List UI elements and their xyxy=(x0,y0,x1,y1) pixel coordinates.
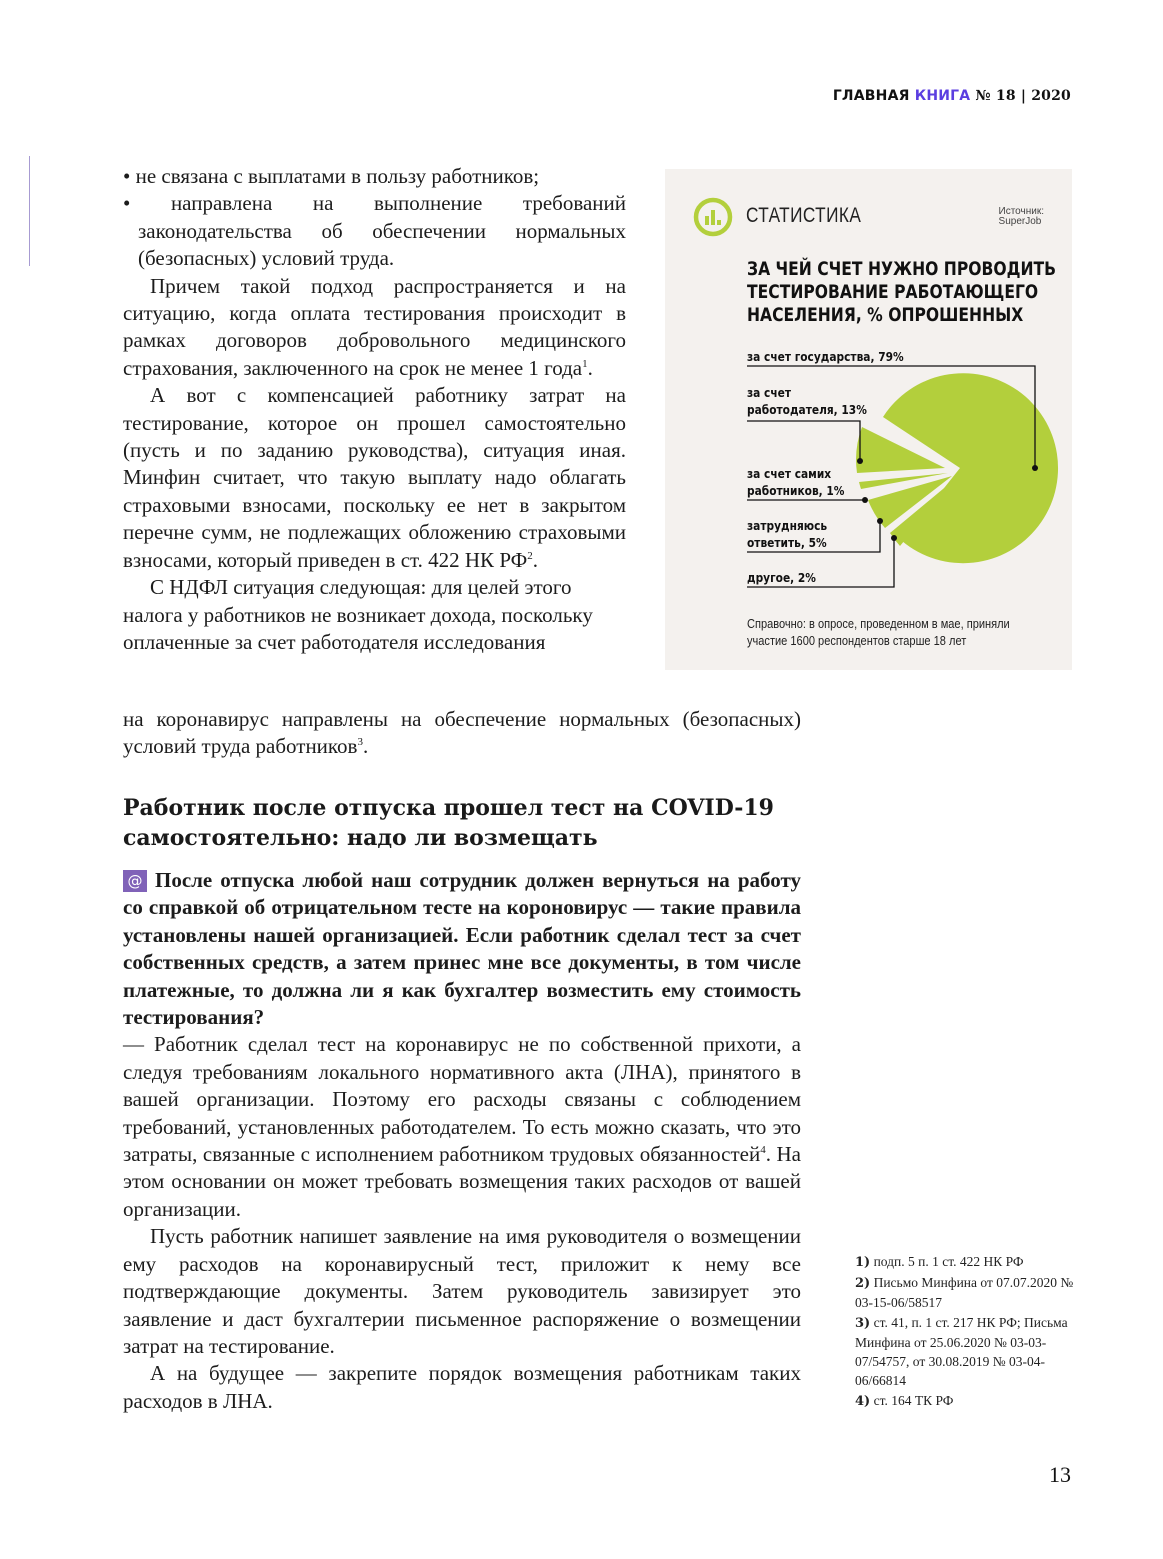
qa-block xyxy=(123,867,801,1415)
question-text: После отпуска любой наш сотрудник должен вернуться на работу со справкой об отрицательном тесте на короновирус — такие правила установлены нашей организацией. Если работник сделал тест за счет собственных средств, а затем принес мне все документы, в том числе платежные, то должна ли я как бухгалтер возместить ему стоимость тестирования? xyxy=(123,868,801,1030)
footnote-item xyxy=(855,1313,1085,1390)
label-hard-to-answer xyxy=(747,517,827,551)
footnote-ref: 4 xyxy=(760,1144,766,1157)
source-label: Источник: xyxy=(998,206,1044,217)
paragraph: Пусть работник напишет заявление на имя руководителя о возмещении ему расходов на коронавирусный тест, приложит к нему все подтверждающие документы. Затем руководитель завизирует это заявление и даст бухгалтерии письменное распоряжение о возмещении затрат на тестирование. xyxy=(123,1224,801,1358)
issue-number: № 18 | 2020 xyxy=(975,88,1071,104)
label-state: за счет государства, 79% xyxy=(747,349,904,364)
left-column-text xyxy=(123,163,626,656)
chart-title-line: ЗА ЧЕЙ СЧЕТ НУЖНО ПРОВОДИТЬ xyxy=(747,258,1057,280)
footnotes xyxy=(855,1252,1085,1412)
pie-chart xyxy=(665,169,1072,670)
footnote-item xyxy=(855,1252,1085,1272)
label-employer xyxy=(747,384,867,418)
label-workers xyxy=(747,465,844,499)
footnote-item xyxy=(855,1391,1085,1411)
footnote-number: 4) xyxy=(855,1394,871,1409)
paragraph xyxy=(123,574,626,656)
section-heading: Работник после отпуска прошел тест на COVID-19 самостоятельно: надо ли возмещать xyxy=(123,795,774,851)
brand-name-part1: ГЛАВНАЯ xyxy=(832,88,910,104)
stats-label: СТАТИСТИКА xyxy=(746,204,862,227)
footnote-text: ст. 41, п. 1 ст. 217 НК РФ; Письма Минфина от 25.06.2020 № 03-03-07/54757, от 30.08.2019 № 03-04-06/66814 xyxy=(855,1315,1068,1388)
paragraph: А на будущее — закрепите порядок возмещения работникам таких расходов в ЛНА. xyxy=(123,1361,801,1413)
footnote-number: 2) xyxy=(855,1276,871,1291)
paragraph-continuation: на коронавирус направлены на обеспечение нормальных (безопасных) условий труда работников$^3$. xyxy=(123,707,801,759)
margin-rule xyxy=(29,156,30,266)
footnote-ref: 2 xyxy=(527,549,533,562)
bullet-item: • направлена на выполнение требований законодательства об обеспечении нормальных (безопасных) условий труда. xyxy=(123,191,626,271)
statistics-sidebar xyxy=(665,169,1072,670)
answer-paragraph xyxy=(123,1031,801,1223)
label-line: работников, 1% xyxy=(747,483,845,498)
chart-title-line: ТЕСТИРОВАНИЕ РАБОТАЮЩЕГО xyxy=(747,281,1039,303)
paragraph-text: А вот с компенсацией работнику затрат на тестирование, которое он прошел самостоятельно (пусть и по заданию руководства), ситуация иная. Минфин считает, что такую выплату надо облагать страховыми взносами, поскольку ее нет в закрытом перечне сумм, не подлежащих обложению страховыми взносами, который приведен в ст. 422 НК РФ xyxy=(123,383,626,572)
answer-text: . На этом основании он может требовать возмещения таких расходов от вашей организации. xyxy=(123,1142,801,1221)
bullet-text: направлена на выполнение требований законодательства об обеспечении нормальных (безопасных) условий труда. xyxy=(138,191,626,271)
note-line: участие 1600 респондентов старше 18 лет xyxy=(747,633,967,648)
label-line: за счет xyxy=(747,385,792,400)
paragraph-text: Причем такой подход распространяется и на ситуацию, когда оплата тестирования происходит в рамках договоров добровольного медицинского страхования, заключенного на срок не менее 1 года xyxy=(123,273,626,380)
footnote-number: 3) xyxy=(855,1316,871,1331)
note-line: Справочно: в опросе, проведенном в мае, приняли xyxy=(747,616,1010,631)
label-line: ответить, 5% xyxy=(747,535,827,550)
footnote-number: 1) xyxy=(855,1255,871,1270)
magazine-header xyxy=(833,88,1071,104)
label-other: другое, 2% xyxy=(747,570,816,585)
paragraph: А вот с компенсацией работнику затрат на тестирование, которое он прошел самостоятельно (пусть и по заданию руководства), ситуация иная. Минфин считает, что такую выплату надо облагать страховыми взносами, поскольку ее нет в закрытом перечне сумм, не подлежащих обложению страховыми взносами, который приведен в ст. 422 НК $РФ^2$. xyxy=(123,383,626,572)
paragraph: Причем такой подход распространяется и на ситуацию, когда оплата тестирования происходит в рамках договоров добровольного медицинского страхования, заключенного на срок не менее 1 года$^1$. xyxy=(123,273,626,380)
label-line: затрудняюсь xyxy=(747,518,828,533)
survey-note xyxy=(747,615,1053,649)
footnote-text: Письмо Минфина от 07.07.2020 № 03-15-06/58517 xyxy=(855,1275,1074,1310)
at-sign-icon: @ xyxy=(123,870,147,892)
paragraph-text: на коронавирус направлены на обеспечение нормальных (безопасных) условий труда работников xyxy=(123,707,801,759)
paragraph-text: С НДФЛ ситуация следующая: для целей этого налога у работников не возникает дохода, поскольку оплаченные за счет работодателя исследования xyxy=(123,575,593,654)
reader-question xyxy=(123,867,801,1031)
footnote-text: подп. 5 п. 1 ст. 422 НК РФ xyxy=(873,1254,1024,1269)
bullet-text: не связана с выплатами в пользу работников; xyxy=(135,164,540,188)
footnote-text: ст. 164 ТК РФ xyxy=(873,1393,954,1408)
footnote-ref: 3 xyxy=(357,736,363,749)
chart-title-line: НАСЕЛЕНИЯ, % ОПРОШЕННЫХ xyxy=(747,304,1024,326)
page-number: 13 xyxy=(1049,1462,1071,1487)
source-name: SuperJob xyxy=(998,216,1042,227)
footnote-ref: 1 xyxy=(582,357,588,370)
answer-text: — Работник сделал тест на коронавирус не по собственной прихоти, а следуя требованиям локального нормативного акта (ЛНА), принятого в вашей организации. Поэтому его расходы связаны с соблюдением требований, установленных работодателем. То есть можно сказать, что это затраты, связанные с исполнением работником трудовых обязанностей xyxy=(123,1032,801,1167)
label-line: за счет самих xyxy=(747,466,832,481)
label-line: работодателя, 13% xyxy=(747,402,867,417)
brand-name-part2: КНИГА xyxy=(914,88,971,104)
bullet-item: • не связана с выплатами в пользу работников; xyxy=(123,164,540,188)
footnote-item xyxy=(855,1273,1085,1312)
